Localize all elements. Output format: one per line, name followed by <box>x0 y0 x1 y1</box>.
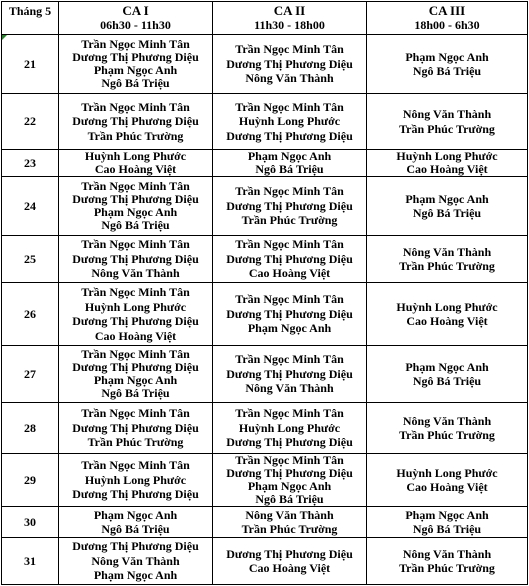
day-number: 25 <box>24 251 36 266</box>
staff-name: Huỳnh Long Phước <box>84 149 187 163</box>
staff-name: Huỳnh Long Phước <box>84 472 187 487</box>
staff-name: Dương Thị Phương Diệu <box>226 198 353 213</box>
staff-name: Dương Thị Phương Diệu <box>72 50 199 64</box>
staff-name: Ngô Bá Triệu <box>412 206 482 220</box>
table-row <box>2 454 528 507</box>
staff-name: Trần Phúc Trường <box>87 128 184 143</box>
day-number: 27 <box>24 366 36 381</box>
staff-name: Huỳnh Long Phước <box>396 299 498 314</box>
staff-name: Dương Thị Phương Diệu <box>226 366 353 381</box>
shift-1-cell <box>59 283 213 346</box>
staff-name: Dương Thị Phương Diệu <box>72 114 199 129</box>
staff-name: Ngô Bá Triệu <box>101 386 170 400</box>
day-number: 21 <box>24 56 36 71</box>
table-row <box>2 507 528 538</box>
staff-name: Trần Phúc Trường <box>87 435 184 450</box>
shift-3-cell <box>367 236 528 283</box>
staff-name: Dương Thị Phương Diệu <box>72 360 199 374</box>
day-number: 26 <box>24 306 36 321</box>
shift-header-2 <box>213 2 367 35</box>
shift-1-cell <box>59 538 213 585</box>
header-row <box>2 2 528 35</box>
shift-3-cell <box>367 346 528 403</box>
staff-name: Phạm Ngọc Anh <box>247 149 332 163</box>
staff-name: Trần Ngọc Minh Tân <box>81 179 190 193</box>
staff-name: Ngô Bá Triệu <box>255 162 324 176</box>
shift-3-time: 18h00 - 6h30 <box>414 18 480 32</box>
shift-2-cell <box>213 346 367 403</box>
staff-name: Trần Ngọc Minh Tân <box>235 99 344 114</box>
shift-1-time: 06h30 - 11h30 <box>100 18 171 32</box>
shift-1-cell <box>59 94 213 150</box>
staff-name: Trần Ngọc Minh Tân <box>235 237 344 252</box>
staff-name: Ngô Bá Triệu <box>412 522 482 536</box>
staff-name: Nông Văn Thành <box>245 507 334 522</box>
day-cell <box>2 35 59 94</box>
staff-name: Dương Thị Phương Diệu <box>72 487 199 502</box>
staff-name: Trần Ngọc Minh Tân <box>81 458 190 473</box>
staff-name: Dương Thị Phương Diệu <box>72 539 199 554</box>
staff-name: Phạm Ngọc Anh <box>93 63 178 77</box>
day-number: 24 <box>24 198 36 213</box>
staff-name: Trần Phúc Trường <box>241 522 338 536</box>
staff-name: Dương Thị Phương Diệu <box>226 128 353 143</box>
shift-2-cell <box>213 236 367 283</box>
staff-name: Ngô Bá Triệu <box>101 522 170 536</box>
staff-name: Huỳnh Long Phước <box>396 465 498 480</box>
shift-2-cell <box>213 177 367 236</box>
shift-3-cell <box>367 177 528 236</box>
month-header-cell <box>2 2 59 35</box>
table-row <box>2 35 528 94</box>
staff-name: Cao Hoàng Việt <box>406 480 488 494</box>
staff-name: Huỳnh Long Phước <box>238 114 341 129</box>
staff-name: Nông Văn Thành <box>402 244 492 259</box>
day-cell <box>2 454 59 507</box>
day-cell <box>2 236 59 283</box>
table-row <box>2 236 528 283</box>
shift-header-1 <box>59 2 213 35</box>
staff-name: Ngô Bá Triệu <box>412 64 482 78</box>
staff-name: Cao Hoàng Việt <box>94 162 177 176</box>
month-label: Tháng 5 <box>8 4 52 18</box>
shift-3-cell <box>367 94 528 150</box>
staff-name: Phạm Ngọc Anh <box>405 49 489 64</box>
table-row <box>2 150 528 177</box>
staff-name: Phạm Ngọc Anh <box>93 373 178 387</box>
day-cell <box>2 94 59 150</box>
day-cell <box>2 150 59 177</box>
staff-name: Phạm Ngọc Anh <box>93 568 178 583</box>
staff-name: Trần Phúc Trường <box>399 121 495 136</box>
shift-1-cell <box>59 403 213 454</box>
table-row <box>2 94 528 150</box>
day-number: 28 <box>24 420 36 435</box>
staff-name: Trần Ngọc Minh Tân <box>235 184 344 199</box>
staff-name: Cao Hoàng Việt <box>94 328 177 343</box>
staff-name: Trần Ngọc Minh Tân <box>81 237 190 252</box>
shift-1-cell <box>59 236 213 283</box>
shift-3-name: CA III <box>428 3 466 18</box>
shift-2-cell <box>213 538 367 585</box>
staff-name: Ngô Bá Triệu <box>101 76 170 90</box>
staff-name: Dương Thị Phương Diệu <box>226 56 353 71</box>
staff-name: Nông Văn Thành <box>91 553 180 568</box>
staff-name: Phạm Ngọc Anh <box>405 359 489 374</box>
staff-name: Phạm Ngọc Anh <box>405 191 489 206</box>
staff-name: Trần Ngọc Minh Tân <box>81 99 190 114</box>
shift-1-cell <box>59 150 213 177</box>
staff-name: Ngô Bá Triệu <box>101 218 170 232</box>
shift-2-cell <box>213 507 367 538</box>
staff-name: Trần Ngọc Minh Tân <box>235 42 344 57</box>
day-number: 29 <box>24 472 36 487</box>
shift-3-cell <box>367 538 528 585</box>
staff-name: Nông Văn Thành <box>91 266 180 281</box>
staff-name: Dương Thị Phương Diệu <box>72 314 199 328</box>
staff-name: Dương Thị Phương Diệu <box>226 546 353 561</box>
shift-2-cell <box>213 35 367 94</box>
shift-2-cell <box>213 94 367 150</box>
day-number: 31 <box>24 553 36 568</box>
staff-name: Nông Văn Thành <box>402 413 492 428</box>
staff-name: Dương Thị Phương Diệu <box>226 251 353 266</box>
staff-name: Trần Phúc Trường <box>399 561 495 575</box>
staff-name: Nông Văn Thành <box>245 381 334 396</box>
shift-3-cell <box>367 507 528 538</box>
shift-header-3 <box>367 2 528 35</box>
staff-name: Phạm Ngọc Anh <box>405 507 489 522</box>
staff-name: Trần Phúc Trường <box>399 428 495 442</box>
staff-name: Nông Văn Thành <box>402 107 492 121</box>
staff-name: Huỳnh Long Phước <box>238 420 341 435</box>
staff-name: Trần Phúc Trường <box>399 259 495 273</box>
table-row <box>2 346 528 403</box>
shift-1-name: CA I <box>122 3 149 18</box>
staff-name: Dương Thị Phương Diệu <box>72 192 199 206</box>
staff-name: Trần Ngọc Minh Tân <box>81 347 190 361</box>
staff-name: Phạm Ngọc Anh <box>93 205 178 219</box>
staff-name: Phạm Ngọc Anh <box>247 321 332 336</box>
shift-3-cell <box>367 403 528 454</box>
shift-3-cell <box>367 454 528 507</box>
staff-name: Cao Hoàng Việt <box>406 162 488 176</box>
staff-name: Dương Thị Phương Diệu <box>226 435 353 450</box>
shift-2-name: CA II <box>273 3 306 18</box>
staff-name: Trần Ngọc Minh Tân <box>235 292 344 307</box>
staff-name: Ngô Bá Triệu <box>255 492 324 506</box>
day-cell <box>2 346 59 403</box>
staff-name: Trần Ngọc Minh Tân <box>235 352 344 367</box>
shift-3-cell <box>367 150 528 177</box>
day-cell <box>2 538 59 585</box>
day-number: 30 <box>24 514 36 529</box>
staff-name: Nông Văn Thành <box>402 546 492 561</box>
day-number: 22 <box>24 114 36 129</box>
staff-name: Huỳnh Long Phước <box>84 299 187 314</box>
staff-name: Trần Ngọc Minh Tân <box>81 285 190 299</box>
day-cell <box>2 177 59 236</box>
day-cell <box>2 507 59 538</box>
staff-name: Nông Văn Thành <box>245 71 334 86</box>
shift-1-cell <box>59 507 213 538</box>
staff-name: Dương Thị Phương Diệu <box>226 306 353 321</box>
duty-schedule-table <box>1 1 528 585</box>
staff-name: Dương Thị Phương Diệu <box>72 420 199 435</box>
shift-1-cell <box>59 454 213 507</box>
staff-name: Trần Ngọc Minh Tân <box>81 406 190 421</box>
staff-name: Trần Phúc Trường <box>241 213 338 228</box>
table-row <box>2 538 528 585</box>
staff-name: Trần Ngọc Minh Tân <box>235 453 344 467</box>
day-cell <box>2 283 59 346</box>
staff-name: Phạm Ngọc Anh <box>247 479 332 493</box>
shift-2-cell <box>213 283 367 346</box>
staff-name: Cao Hoàng Việt <box>248 266 331 281</box>
shift-3-cell <box>367 283 528 346</box>
staff-name: Trần Ngọc Minh Tân <box>81 37 190 51</box>
staff-name: Trần Ngọc Minh Tân <box>235 406 344 421</box>
table-row <box>2 283 528 346</box>
shift-2-cell <box>213 150 367 177</box>
table-row <box>2 177 528 236</box>
staff-name: Cao Hoàng Việt <box>248 561 331 575</box>
shift-1-cell <box>59 177 213 236</box>
shift-1-cell <box>59 346 213 403</box>
day-cell <box>2 403 59 454</box>
staff-name: Phạm Ngọc Anh <box>93 507 178 522</box>
staff-name: Huỳnh Long Phước <box>396 149 498 163</box>
day-number: 23 <box>24 155 36 170</box>
staff-name: Ngô Bá Triệu <box>412 374 482 388</box>
staff-name: Dương Thị Phương Diệu <box>72 251 199 266</box>
staff-name: Cao Hoàng Việt <box>406 314 488 328</box>
shift-1-cell <box>59 35 213 94</box>
staff-name: Dương Thị Phương Diệu <box>226 466 353 480</box>
shift-2-cell <box>213 454 367 507</box>
table-row <box>2 403 528 454</box>
shift-2-cell <box>213 403 367 454</box>
shift-3-cell <box>367 35 528 94</box>
shift-2-time: 11h30 - 18h00 <box>254 18 325 32</box>
